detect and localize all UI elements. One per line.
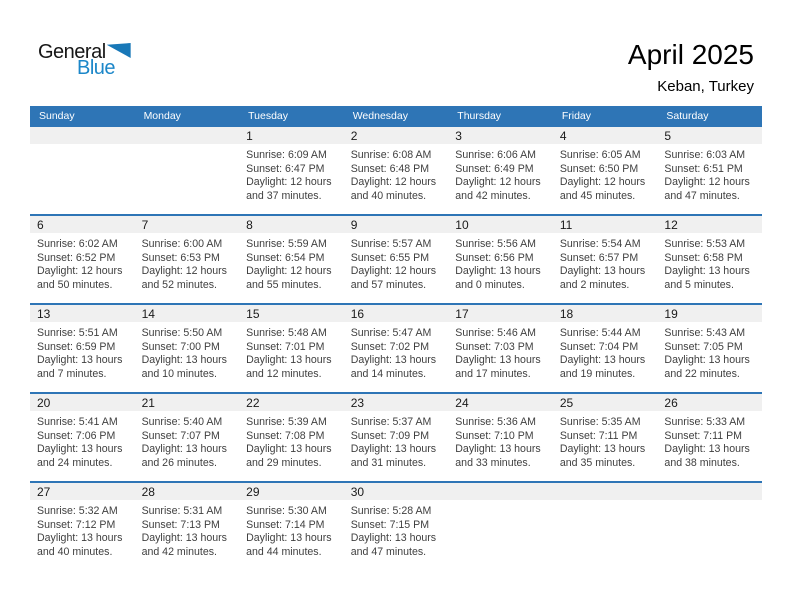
daylight-text: Daylight: 13 hours and 17 minutes. [455, 354, 541, 380]
sunrise-text: Sunrise: 5:53 AM [664, 238, 746, 250]
weekday-header-saturday: Saturday [666, 109, 709, 122]
day-number: 19 [657, 305, 762, 322]
daylight-text: Daylight: 13 hours and 0 minutes. [455, 265, 541, 291]
day-cell [30, 394, 135, 481]
sunrise-text: Sunrise: 5:32 AM [37, 505, 118, 517]
daylight-text: Daylight: 12 hours and 55 minutes. [246, 265, 332, 291]
day-cell [344, 305, 449, 392]
sunset-text: Sunset: 7:01 PM [246, 340, 325, 353]
sunrise-text: Sunrise: 5:30 AM [246, 505, 327, 517]
logo-triangle-icon [107, 43, 131, 58]
day-number: 20 [30, 394, 135, 411]
day-info [657, 233, 762, 292]
day-number: 15 [239, 305, 344, 322]
day-number: 18 [553, 305, 658, 322]
sunrise-text: Sunrise: 5:33 AM [664, 416, 746, 428]
sunset-text: Sunset: 6:55 PM [350, 251, 430, 264]
day-info [448, 233, 553, 292]
sunset-text: Sunset: 7:07 PM [141, 429, 220, 442]
day-number [30, 127, 135, 144]
day-cell [553, 216, 658, 303]
daylight-text: Daylight: 12 hours and 50 minutes. [37, 265, 123, 291]
weekday-header-tuesday: Tuesday [248, 109, 289, 122]
day-cell [239, 394, 344, 481]
empty-day-cell [135, 127, 240, 214]
sunrise-text: Sunrise: 5:47 AM [350, 327, 432, 339]
day-info [30, 233, 135, 292]
day-info [553, 233, 658, 292]
sunrise-text: Sunrise: 6:02 AM [37, 238, 118, 250]
day-cell [30, 483, 135, 570]
sunrise-text: Sunrise: 5:56 AM [455, 238, 536, 250]
day-cell [657, 394, 762, 481]
week-row [30, 481, 762, 570]
sunset-text: Sunset: 6:59 PM [37, 340, 116, 353]
sunset-text: Sunset: 6:47 PM [246, 162, 325, 175]
day-cell [135, 483, 240, 570]
sunset-text: Sunset: 7:08 PM [246, 429, 325, 442]
location-subtitle: Keban, Turkey [657, 78, 754, 95]
day-number: 26 [657, 394, 762, 411]
sunset-text: Sunset: 6:58 PM [664, 251, 743, 264]
sunrise-text: Sunrise: 6:05 AM [559, 149, 641, 161]
sunset-text: Sunset: 6:48 PM [350, 162, 430, 175]
sunrise-text: Sunrise: 6:06 AM [455, 149, 536, 161]
day-number: 3 [448, 127, 553, 144]
logo-text-blue: Blue [77, 57, 116, 79]
day-number: 6 [30, 216, 135, 233]
day-number: 27 [30, 483, 135, 500]
day-info [135, 500, 240, 559]
daylight-text: Daylight: 13 hours and 10 minutes. [141, 354, 227, 380]
day-info [135, 322, 240, 381]
daylight-text: Daylight: 12 hours and 57 minutes. [350, 265, 437, 291]
day-number [135, 127, 240, 144]
day-cell [344, 216, 449, 303]
day-cell [30, 305, 135, 392]
daylight-text: Daylight: 12 hours and 47 minutes. [664, 176, 750, 202]
day-info [553, 322, 658, 381]
daylight-text: Daylight: 13 hours and 7 minutes. [37, 354, 123, 380]
sunset-text: Sunset: 7:12 PM [37, 518, 116, 531]
sunrise-text: Sunrise: 5:46 AM [455, 327, 536, 339]
daylight-text: Daylight: 13 hours and 24 minutes. [37, 443, 123, 469]
day-info [239, 411, 344, 470]
day-number: 5 [657, 127, 762, 144]
daylight-text: Daylight: 12 hours and 52 minutes. [141, 265, 227, 291]
day-cell [135, 394, 240, 481]
day-number: 11 [553, 216, 658, 233]
day-info [30, 322, 135, 381]
day-number: 22 [239, 394, 344, 411]
sunrise-text: Sunrise: 5:59 AM [246, 238, 327, 250]
day-number: 17 [448, 305, 553, 322]
day-info [657, 322, 762, 381]
day-cell [239, 216, 344, 303]
day-info [448, 322, 553, 381]
day-info [344, 411, 449, 470]
empty-day-cell [30, 127, 135, 214]
daylight-text: Daylight: 13 hours and 29 minutes. [246, 443, 332, 469]
day-info [553, 411, 658, 470]
daylight-text: Daylight: 13 hours and 47 minutes. [350, 532, 437, 558]
weekday-header-thursday: Thursday [457, 109, 502, 122]
day-cell [448, 394, 553, 481]
daylight-text: Daylight: 13 hours and 5 minutes. [664, 265, 750, 291]
day-number: 24 [448, 394, 553, 411]
sunrise-text: Sunrise: 5:48 AM [246, 327, 327, 339]
day-info [448, 411, 553, 470]
day-cell [239, 305, 344, 392]
sunrise-text: Sunrise: 5:40 AM [141, 416, 223, 428]
sunset-text: Sunset: 7:13 PM [141, 518, 220, 531]
day-number: 8 [239, 216, 344, 233]
sunrise-text: Sunrise: 5:50 AM [141, 327, 223, 339]
sunset-text: Sunset: 6:49 PM [455, 162, 534, 175]
day-number: 9 [344, 216, 449, 233]
day-number: 10 [448, 216, 553, 233]
daylight-text: Daylight: 13 hours and 2 minutes. [559, 265, 646, 291]
daylight-text: Daylight: 13 hours and 33 minutes. [455, 443, 541, 469]
day-number: 16 [344, 305, 449, 322]
day-number: 28 [135, 483, 240, 500]
daylight-text: Daylight: 12 hours and 45 minutes. [559, 176, 646, 202]
day-number [553, 483, 658, 500]
sunrise-text: Sunrise: 5:51 AM [37, 327, 118, 339]
sunrise-text: Sunrise: 5:44 AM [559, 327, 641, 339]
daylight-text: Daylight: 13 hours and 31 minutes. [350, 443, 437, 469]
sunrise-text: Sunrise: 5:31 AM [141, 505, 223, 517]
sunrise-text: Sunrise: 5:54 AM [559, 238, 641, 250]
day-info [553, 144, 658, 203]
day-number: 12 [657, 216, 762, 233]
day-info [657, 411, 762, 470]
sunset-text: Sunset: 6:57 PM [559, 251, 639, 264]
empty-day-cell [657, 483, 762, 570]
day-cell [657, 127, 762, 214]
day-cell [344, 127, 449, 214]
day-number: 1 [239, 127, 344, 144]
daylight-text: Daylight: 13 hours and 26 minutes. [141, 443, 227, 469]
sunset-text: Sunset: 6:54 PM [246, 251, 325, 264]
empty-day-cell [553, 483, 658, 570]
empty-day-cell [448, 483, 553, 570]
weekday-header-row [30, 106, 762, 125]
logo-text-general: General [38, 41, 106, 63]
weekday-header-sunday: Sunday [39, 109, 75, 122]
day-info [239, 233, 344, 292]
day-info [344, 322, 449, 381]
general-blue-logo [38, 42, 158, 77]
daylight-text: Daylight: 13 hours and 19 minutes. [559, 354, 646, 380]
sunrise-text: Sunrise: 6:03 AM [664, 149, 746, 161]
day-number: 13 [30, 305, 135, 322]
day-cell [344, 483, 449, 570]
sunrise-text: Sunrise: 5:37 AM [350, 416, 432, 428]
day-cell [239, 127, 344, 214]
daylight-text: Daylight: 13 hours and 44 minutes. [246, 532, 332, 558]
week-row [30, 303, 762, 392]
day-cell [553, 127, 658, 214]
sunset-text: Sunset: 7:02 PM [350, 340, 430, 353]
day-info [30, 411, 135, 470]
day-info [657, 144, 762, 203]
daylight-text: Daylight: 12 hours and 42 minutes. [455, 176, 541, 202]
sunset-text: Sunset: 7:03 PM [455, 340, 534, 353]
day-number: 14 [135, 305, 240, 322]
day-number: 23 [344, 394, 449, 411]
week-row [30, 214, 762, 303]
daylight-text: Daylight: 13 hours and 12 minutes. [246, 354, 332, 380]
sunrise-text: Sunrise: 5:57 AM [350, 238, 432, 250]
sunrise-text: Sunrise: 5:35 AM [559, 416, 641, 428]
sunset-text: Sunset: 7:06 PM [37, 429, 116, 442]
day-info [239, 322, 344, 381]
calendar [30, 106, 762, 570]
sunrise-text: Sunrise: 5:28 AM [350, 505, 432, 517]
daylight-text: Daylight: 13 hours and 14 minutes. [350, 354, 437, 380]
sunset-text: Sunset: 7:11 PM [559, 429, 638, 442]
day-info [30, 500, 135, 559]
day-info [344, 144, 449, 203]
title-block [628, 40, 762, 95]
sunrise-text: Sunrise: 6:00 AM [141, 238, 223, 250]
sunset-text: Sunset: 7:10 PM [455, 429, 534, 442]
day-number [448, 483, 553, 500]
weekday-header-wednesday: Wednesday [352, 109, 408, 122]
sunset-text: Sunset: 6:52 PM [37, 251, 116, 264]
day-info [344, 500, 449, 559]
sunset-text: Sunset: 7:09 PM [350, 429, 430, 442]
sunset-text: Sunset: 7:05 PM [664, 340, 743, 353]
day-cell [448, 305, 553, 392]
day-cell [657, 216, 762, 303]
day-info [344, 233, 449, 292]
weekday-header-friday: Friday [561, 109, 592, 122]
daylight-text: Daylight: 13 hours and 40 minutes. [37, 532, 123, 558]
weekday-header-monday: Monday [143, 109, 181, 122]
day-cell [553, 305, 658, 392]
day-number: 7 [135, 216, 240, 233]
day-cell [30, 216, 135, 303]
day-number: 25 [553, 394, 658, 411]
sunset-text: Sunset: 7:15 PM [350, 518, 430, 531]
day-info [239, 500, 344, 559]
day-cell [135, 305, 240, 392]
page-header [30, 40, 762, 106]
sunset-text: Sunset: 7:14 PM [246, 518, 325, 531]
week-row [30, 392, 762, 481]
daylight-text: Daylight: 12 hours and 40 minutes. [350, 176, 437, 202]
day-number: 21 [135, 394, 240, 411]
day-info [135, 233, 240, 292]
sunset-text: Sunset: 6:53 PM [141, 251, 220, 264]
daylight-text: Daylight: 12 hours and 37 minutes. [246, 176, 332, 202]
sunset-text: Sunset: 7:00 PM [141, 340, 220, 353]
day-cell [239, 483, 344, 570]
day-number: 4 [553, 127, 658, 144]
day-cell [135, 216, 240, 303]
sunrise-text: Sunrise: 6:09 AM [246, 149, 327, 161]
day-info [135, 411, 240, 470]
day-cell [448, 216, 553, 303]
day-cell [657, 305, 762, 392]
day-number: 29 [239, 483, 344, 500]
day-number: 30 [344, 483, 449, 500]
daylight-text: Daylight: 13 hours and 22 minutes. [664, 354, 750, 380]
sunrise-text: Sunrise: 5:39 AM [246, 416, 327, 428]
daylight-text: Daylight: 13 hours and 35 minutes. [559, 443, 646, 469]
day-info [448, 144, 553, 203]
day-info [239, 144, 344, 203]
sunset-text: Sunset: 6:56 PM [455, 251, 534, 264]
sunrise-text: Sunrise: 5:41 AM [37, 416, 118, 428]
weeks-grid [30, 125, 762, 570]
sunset-text: Sunset: 7:04 PM [559, 340, 639, 353]
day-cell [553, 394, 658, 481]
daylight-text: Daylight: 13 hours and 38 minutes. [664, 443, 750, 469]
sunset-text: Sunset: 7:11 PM [664, 429, 742, 442]
day-cell [344, 394, 449, 481]
sunset-text: Sunset: 6:50 PM [559, 162, 639, 175]
sunset-text: Sunset: 6:51 PM [664, 162, 743, 175]
day-number [657, 483, 762, 500]
day-cell [448, 127, 553, 214]
sunrise-text: Sunrise: 6:08 AM [350, 149, 432, 161]
day-number: 2 [344, 127, 449, 144]
week-row [30, 125, 762, 214]
month-title: April 2025 [627, 39, 754, 70]
sunrise-text: Sunrise: 5:43 AM [664, 327, 746, 339]
daylight-text: Daylight: 13 hours and 42 minutes. [141, 532, 227, 558]
sunrise-text: Sunrise: 5:36 AM [455, 416, 536, 428]
